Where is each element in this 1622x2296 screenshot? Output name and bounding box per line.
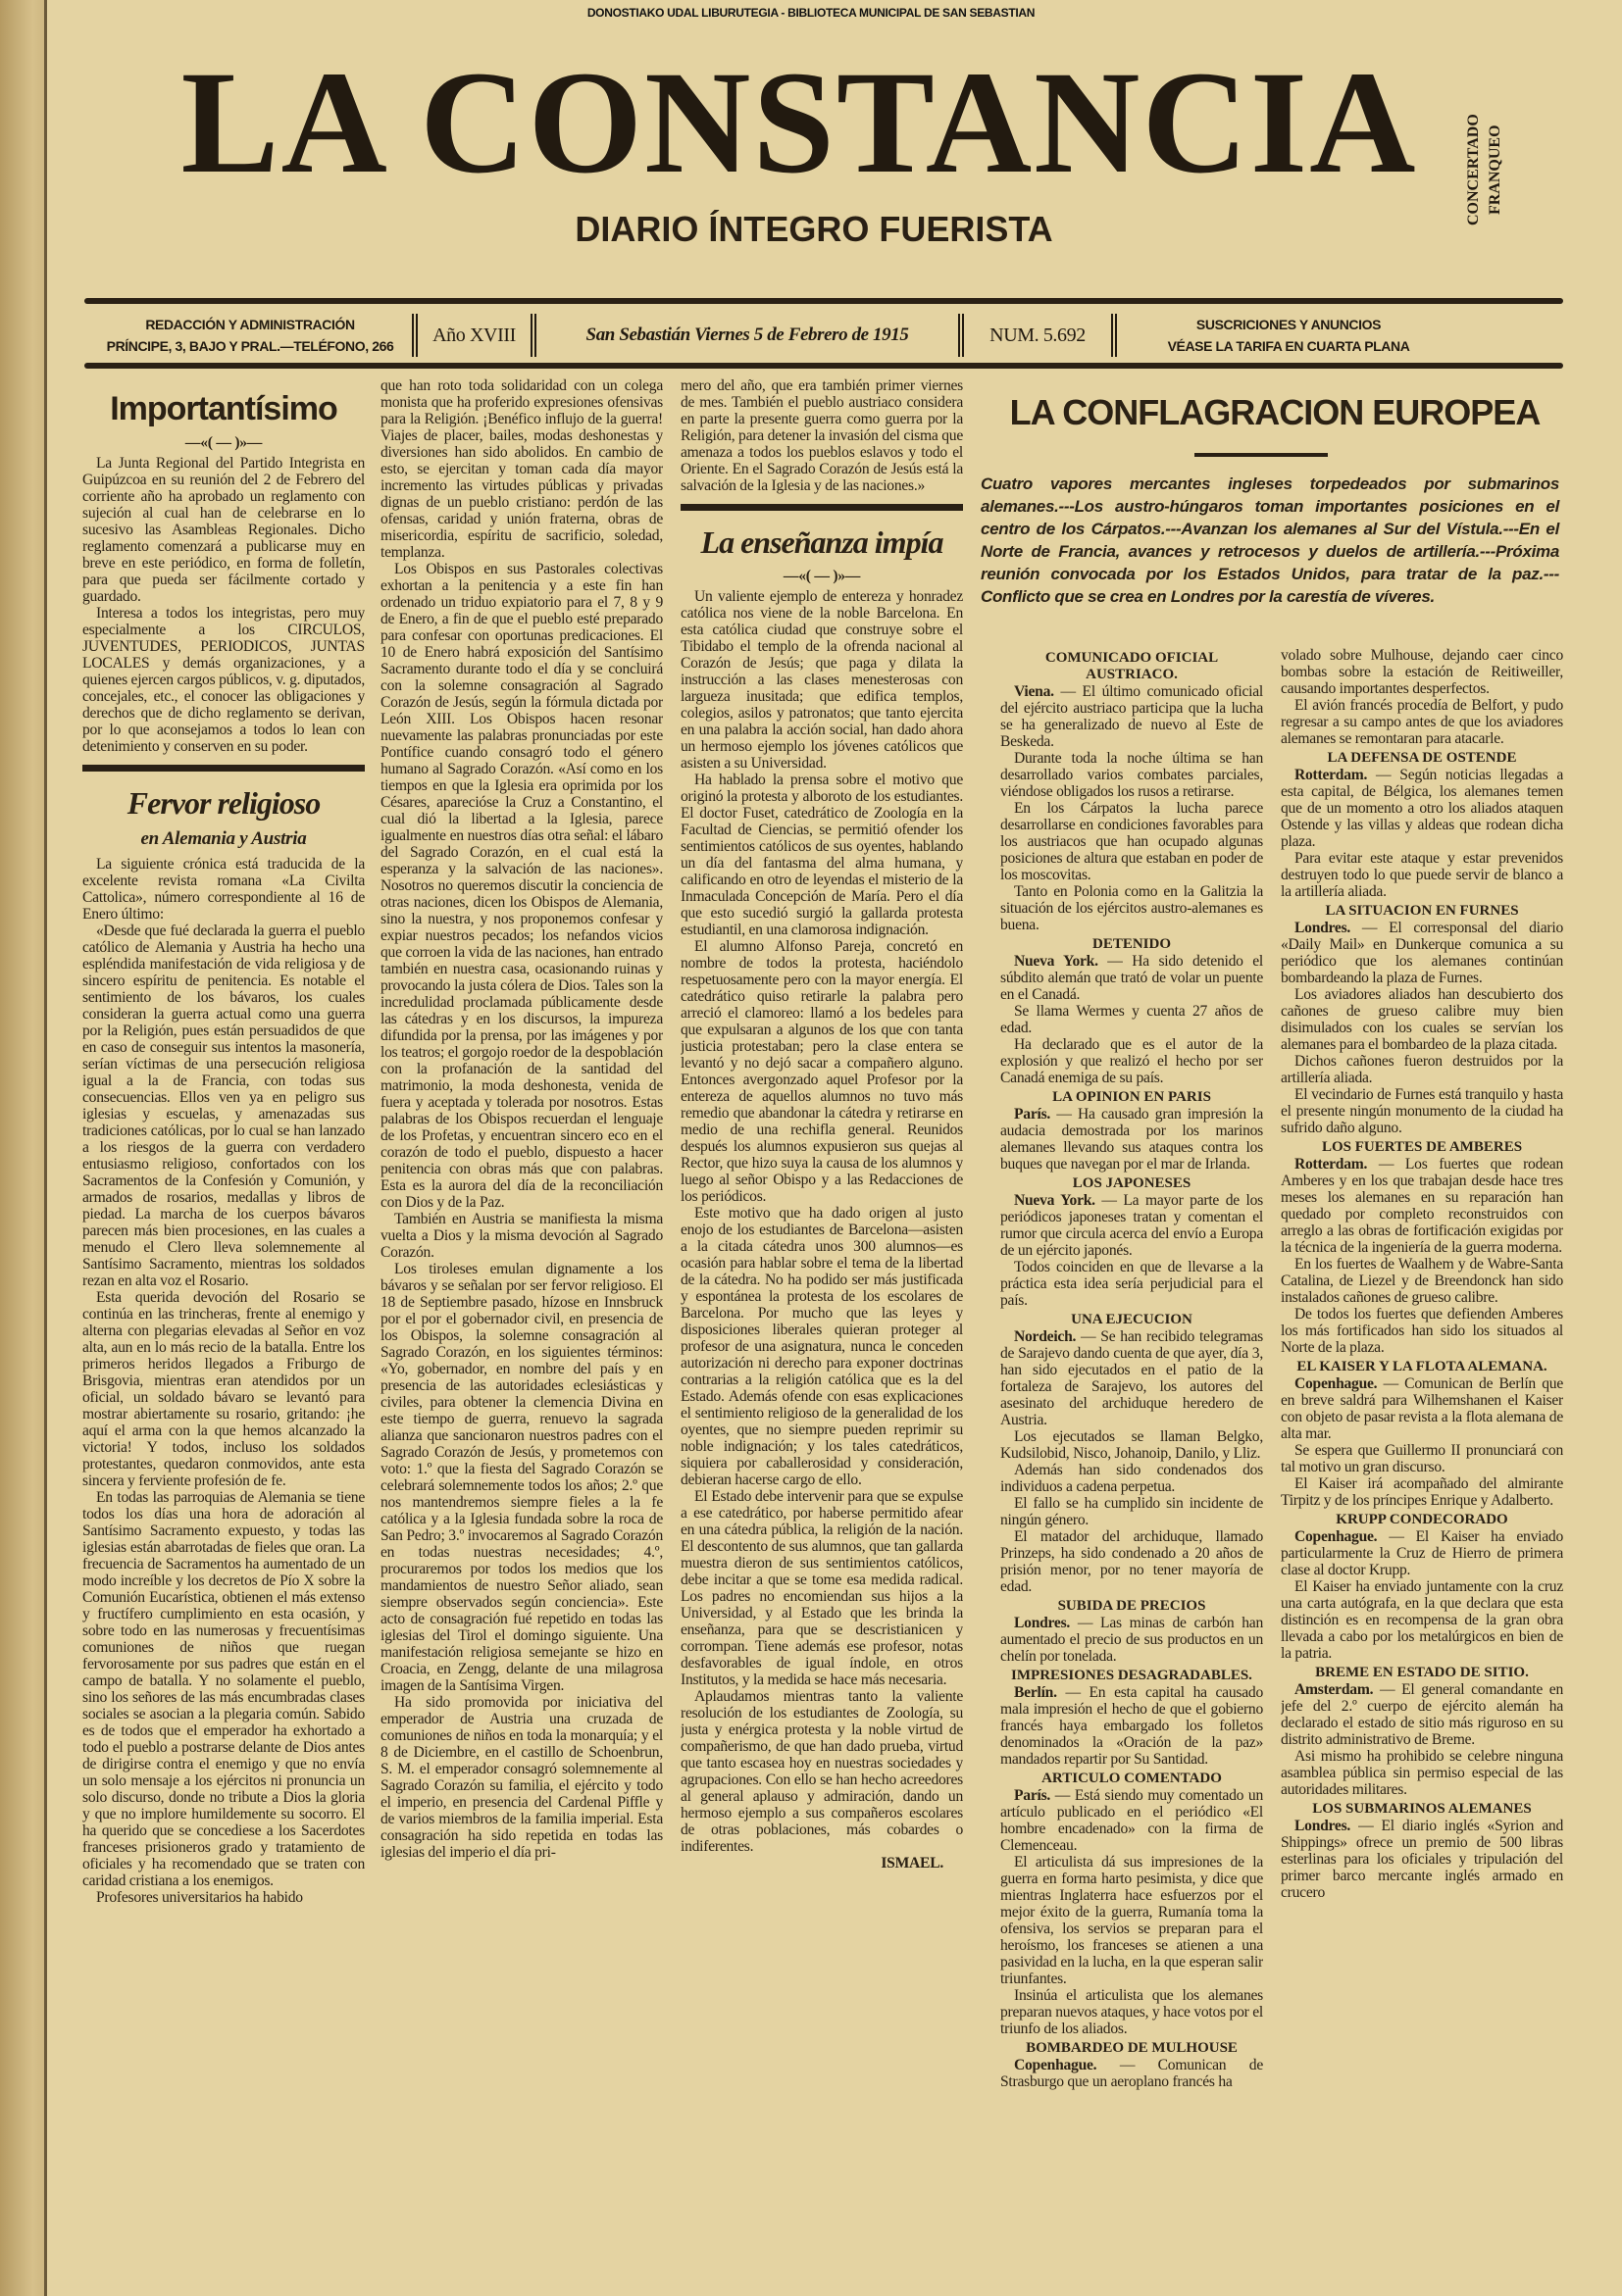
dateline: Copenhague. (1294, 1528, 1378, 1545)
paragraph: También en Austria se manifiesta la misma vuelta a Dios y la misma devoción al Sagrado Corazón. (380, 1211, 663, 1261)
dateline: Copenhague. (1014, 2057, 1097, 2073)
dateline: Londres. (1294, 1818, 1351, 1834)
paragraph (1281, 1375, 1563, 1442)
paragraph (1000, 1615, 1263, 1665)
news-heading: LOS SUBMARINOS ALEMANES (1312, 1801, 1532, 1817)
paragraph-text: — El diario inglés «Syrion and Shippings» ofrece un premio de 500 libras esterlinas para los oficiales y tripulación del primer barco mercante inglés armado en crucero (1281, 1818, 1563, 1901)
paragraph-text: — La mayor parte de los periódicos japoneses tratan y comentan el rumor que circula acerca del envío a Europa de un ejército japonés. (1000, 1192, 1263, 1259)
news-heading: LOS JAPONESES (1072, 1175, 1191, 1191)
archive-banner: DONOSTIAKO UDAL LIBURUTEGIA - BIBLIOTECA MUNICIPAL DE SAN SEBASTIAN (586, 6, 1036, 20)
dateline: Nueva York. (1014, 953, 1098, 970)
paragraph: Durante toda la noche última se han desarrollado varios combates parciales, viéndose obligados los rusos a retirarse. (1000, 750, 1263, 800)
paragraph: Asi mismo ha prohibido se celebre ninguna asamblea pública sin permiso especial de las autoridades militares. (1281, 1748, 1563, 1798)
dateline: Londres. (1014, 1615, 1071, 1631)
paragraph-text: — Los fuertes que rodean Amberes y en los que trabajan desde hace tres meses los alemanes en su reparación han quedado por completo reconstruidos con arreglo a las obras de fortificación exigidas por la técnica de la ingeniería de la guerra moderna. (1281, 1156, 1563, 1256)
paragraph (1000, 683, 1263, 750)
column-5 (1281, 647, 1563, 2289)
paragraph-text: — Comunican de Berlín que en breve saldrá para Wilhemshanen el Kaiser con objeto de pasar revista a la flota alemana de alta mar. (1281, 1375, 1563, 1442)
headline-rule (1194, 453, 1328, 457)
header-rule-bottom (84, 363, 1563, 369)
paragraph: En los Cárpatos la lucha parece desarrollarse en condiciones favorables para los austriacos que han ocupado algunas posiciones de altura que estaban en poder de los moscovitas. (1000, 800, 1263, 883)
divider (958, 314, 964, 357)
paragraph: Ha hablado la prensa sobre el motivo que originó la protesta y alboroto de los estudiantes. El doctor Fuset, catedrático de Zoología en la Facultad de Ciencias, se permitió ofender los sentimientos católicos de sus oyentes, hablando un día del fantasma del alma humana, y calificando en otro de leyendas el misterio de la Inmaculada Concepción de María. Pero el día que esto sucedió surgió la gallarda protesta estudiantil, en una clamorosa indignación. (681, 772, 963, 938)
news-heading: LA OPINION EN PARIS (1052, 1089, 1211, 1105)
paragraph-text: — Ha causado gran impresión la audacia demostrada por los marinos alemanes llevando sus ataques contra los buques que navegan por el mar de Irlanda. (1000, 1106, 1263, 1173)
paragraph: Para evitar este ataque y estar prevenidos destruyen todo lo que puede servir de blanco a la artillería aliada. (1281, 850, 1563, 900)
paragraph: Profesores universitarios ha habido (96, 1889, 303, 1906)
article-title: La enseñanza impía (700, 524, 943, 560)
ornament-separator: —«( — )»— (184, 434, 263, 451)
paragraph: Además han sido condenados dos individuos a cadena perpetua. (1000, 1462, 1263, 1495)
paragraph: El avión francés procedía de Belfort, y pudo regresar a su campo antes de que los aviadores alemanes se remontaran para atacarle. (1281, 697, 1563, 747)
admin-line: REDACCIÓN Y ADMINISTRACIÓN (145, 317, 355, 332)
column-2 (380, 377, 663, 2289)
dateline: Viena. (1014, 683, 1054, 700)
divider (1111, 314, 1117, 357)
paragraph: Todos coinciden en que de llevarse a la práctica esta idea sería perjudicial para el país. (1000, 1259, 1263, 1309)
paragraph-text: — El último comunicado oficial del ejército austriaco participa que la lucha se ha generalizado de nuevo al Este de Beskeda. (1000, 683, 1263, 750)
paragraph-text: — Ha sido detenido el súbdito alemán que trató de volar un puente en el Canadá. (1000, 953, 1263, 1003)
paragraph: «Desde que fué declarada la guerra el pueblo católico de Alemania y Austria ha hecho una espléndida manifestación de vida religiosa y de sincero espíritu de penitencia. Es notable el sentimiento de los bávaros, los cuales consideran la guerra actual como una guerra por la Religión, pues están persuadidos de que en caso de conseguir sus intentos la masonería, serían víctimas de una persecución religiosa igual a la de Francia, con todas sus consecuencias. Ellos ven ya en peligro sus iglesias y escuelas, y amenazadas sus tradiciones católicas, por lo cual se han lanzado a los riesgos de la guerra con verdadero entusiasmo religioso, confortados con los Sacramentos de la Confesión y Comunión, y armados de rosarios, medallas y libros de piedad. La marcha de los cuerpos bávaros parecen más bien procesiones, en las cuales a menudo el Clero lleva solemnemente al Santísimo Sacramento, mientras los soldados rezan en alta voz el Rosario. (82, 923, 365, 1289)
dateline: Rotterdam. (1294, 767, 1368, 783)
article-subtitle: en Alemania y Austria (140, 828, 307, 849)
paragraph-text: — Se han recibido telegramas de Sarajevo dando cuenta de que ayer, día 3, han sido ejecutados en el patio de la fortaleza de Sarajevo, los autores del asesinato del archiduque heredero de Austria. (1000, 1328, 1263, 1428)
subs-line: SUSCRICIONES Y ANUNCIOS (1195, 317, 1382, 332)
address-line: PRÍNCIPE, 3, BAJO Y PRAL.—TELÉFONO, 266 (106, 338, 394, 354)
paragraph-text: — Según noticias llegadas a esta capital, de Bélgica, los alemanes temen que de un momento a otro los aliados ataquen Ostende y las villas y aldeas que rodean dicha plaza. (1281, 767, 1563, 850)
paragraph: Se espera que Guillermo II pronunciará con tal motivo un gran discurso. (1281, 1442, 1563, 1475)
paragraph (1281, 920, 1563, 986)
paragraph (1281, 1156, 1563, 1256)
paragraph: Ha declarado que es el autor de la explosión y que realizó el hecho por ser Canadá enemiga de su país. (1000, 1036, 1263, 1086)
dateline: Nueva York. (1014, 1192, 1095, 1209)
dateline: París. (1014, 1787, 1051, 1804)
paragraph: que han roto toda solidaridad con un colega monista que ha proferido expresiones ofensivas para la Religión. ¡Benéfico influjo de la guerra! Viajes de placer, bailes, modas deshonestas y diversiones han sido abolidos. En cambio de esto, se ejercitan y toman cada día mayor incremento las virtudes públicas y privadas dignas de un pueblo cristiano: perdón de las ofensas, caridad y unión fraterna, obras de misericordia, espíritu de sacrificio, soledad, templanza. (380, 377, 663, 561)
column-4 (1000, 647, 1263, 2289)
header-rule-top (84, 298, 1563, 304)
paragraph-text: — El Kaiser ha enviado particularmente la Cruz de Hierro de primera clase al doctor Krupp. (1281, 1528, 1563, 1578)
rates-line: VÉASE LA TARIFA EN CUARTA PLANA (1167, 338, 1410, 354)
news-heading: BOMBARDEO DE MULHOUSE (1026, 2040, 1238, 2056)
admin-info (98, 314, 402, 357)
news-heading: LA SITUACION EN FURNES (1325, 903, 1519, 919)
issue-number: NUM. 5.692 (989, 324, 1086, 346)
paragraph: El alumno Alfonso Pareja, concretó en nombre de todos la protesta, haciéndolo respetuosamente pero con la mayor energía. El catedrático quiso retirarle la palabra pero arreció el clamoreo: llamó a los bedeles para que expulsaran a algunos de los que con tanta justicia protestaban; pero la clase entera se levantó y no dejó sacar a compañero alguno. Entonces avergonzado aquel Profesor por la entereza de aquellos alumnos no tuvo más remedio que abandonar la cátedra y retirarse en medio de una rechifla general. Reunidos después los alumnos expusieron sus quejas al Rector, que hizo suya la causa de los alumnos y luego al señor Obispo y a las Redacciones de los periódicos. (681, 938, 963, 1205)
paragraph: En todas las parroquias de Alemania se tiene todos los días una hora de adoración al Santísimo Sacramento expuesto, y todas las iglesias están abarrotadas de fieles que oran. La frecuencia de Sacramentos ha aumentado de un modo increíble y los decretos de Pío X sobre la Comunión Eucarística, obtienen el más extenso y fructífero cumplimiento en esta ocasión, y sobre todo en las numerosas y frecuentísimas comuniones de niños que ruegan fervorosamente por sus padres que están en el campo de batalla. Y no solamente el pueblo, sino los señores de las más encumbradas clases sociales se asocian a la plegaria común. Sabido es de todos que el emperador ha exhortado a todo el pueblo a postrarse delante de Dios antes de dirigirse contra el enemigo y que no envía un solo mensaje a los ejércitos ni pronuncia un solo discurso, donde no tribute a Dios la gloria y que no implore humildemente su socorro. El ha querido que se concediese a los Sacerdotes franceses prisioneros grado y tratamiento de oficiales y ha recomendado que se traten con caridad cristiana a los enemigos. (82, 1489, 365, 1889)
paragraph-text: — Comunican de Strasburgo que un aeroplano francés ha (1000, 2057, 1263, 2090)
news-heading: LOS FUERTES DE AMBERES (1321, 1139, 1523, 1155)
year: Año XVIII (432, 324, 516, 346)
column-1 (82, 377, 365, 2289)
dateline: Londres. (1294, 920, 1351, 936)
paragraph-text: — El corresponsal del diario «Daily Mail» en Dunkerque comunica a su periódico que los alemanes continúan bombardeando la plaza de Furnes. (1281, 920, 1563, 986)
paragraph-text: — En esta capital ha causado mala impresión el hecho de que el gobierno francés haya embargado los folletos denominados la «Oración de la paz» mandados repartir por Su Santidad. (1000, 1684, 1263, 1768)
dateline: Copenhague. (1294, 1375, 1378, 1392)
paragraph: El Kaiser ha enviado juntamente con la cruz una carta autógrafa, en la que declara que esta distinción es en recompensa de la gran obra llevada a cabo por los metalúrgicos en bien de la patria. (1281, 1578, 1563, 1662)
news-heading: ARTICULO COMENTADO (1041, 1771, 1222, 1786)
paragraph: Insinúa el articulista que los alemanes preparan nuevos ataques, y hace votos por el triunfo de los aliados. (1000, 1987, 1263, 2037)
column-3 (681, 377, 963, 2289)
article-title: Importantísimo (110, 390, 337, 427)
paragraph: Los Obispos en sus Pastorales colectivas exhortan a la penitencia y a este fin han ordenado un triduo expiatorio para el 7, 8 y 9 de Enero, a fin de que el pueblo esté preparado para confesar con oportunas predicaciones. El 10 de Enero habrá exposición del Santísimo Sacramento durante todo el día y se concluirá con la solemne consagración al Sagrado Corazón de Jesús, según la fórmula dictada por León XIII. Los Obispos hacen resonar nuevamente las palabras pronunciadas por este Pontífice cuando consagró todo el género humano al Sagrado Corazón. «Así como en los tiempos en que la Iglesia era oprimida por los Césares, aparecióse la Cruz a Constantino, el cual dió la libertad a la Iglesia, parece igualmente en nuestros días otra señal: el lábaro del Sagrado Corazón, en el cual está la esperanza y la salvación de las naciones». Nosotros no queremos discutir la conciencia de otras naciones, dicen los Obispos de Alemania, sino la nuestra, y nos proponemos confesar y expiar nuestros pecados; los nefandos vicios que corroen la vida de las naciones, han entrado también en nuestra casa, ocasionando ruinas y provocando la justa cólera de Dios. Tales son la incredulidad proclamada públicamente desde las cátedras y en los discursos, la impureza difundida por la prensa, por las imágenes y por los teatros; el gorgojo roedor de la despoblación con la profanación de la santidad del matrimonio, la moda deshonesta, venida de fuera y aceptada y tolerada por nosotros. Estas palabras de los Obispos recuerdan el lenguaje de los Profetas, y encuentran sincero eco en el corazón de todo el pueblo, dispuesto a hacer penitencia con obras más que con palabras. Esta es la aurora del día de la reconciliación con Dios y de la Paz. (380, 561, 663, 1211)
paragraph (1000, 1684, 1263, 1768)
paragraph: Esta querida devoción del Rosario se continúa en las trincheras, frente al enemigo y alterna con plegarias elevadas al Señor en voz alta, aun en lo más recio de la batalla. Entre los primeros heridos llegados a Friburgo de Brisgovia, mientras eran atendidos por un oficial, un soldado bávaro se levantó para mostrar abiertamente su rosario, gritando: ¡he aquí el arma con la que hemos alcanzado la victoria! Y todos, incluso los soldados protestantes, quedaron conmovidos, ante esta sincera y ferviente profesión de fe. (82, 1289, 365, 1489)
info-bar (98, 312, 1549, 359)
paragraph: Tanto en Polonia como en la Galitzia la situación de los ejércitos austro-alemanes es buena. (1000, 883, 1263, 933)
paragraph (1000, 1787, 1263, 1854)
paragraph: Los aviadores aliados han descubierto dos cañones de grueso calibre muy bien disimulados con los cuales se servían los alemanes para el bombardeo de la plaza citada. (1281, 986, 1563, 1053)
paragraph: El matador del archiduque, llamado Prinzeps, ha sido condenado a 20 años de prisión menor, por no tener mayoría de edad. (1000, 1528, 1263, 1595)
section-rule (681, 504, 963, 511)
paragraph: Este motivo que ha dado origen al justo enojo de los estudiantes de Barcelona—asisten a la citada cátedra unos 300 alumnos—es ocasión para hablar sobre el tema de la libertad de la cátedra. No ha podido ser más justificada y espontánea la protesta de los escolares de Barcelona. Por mucho que las leyes y disposiciones liberales quieran proteger al profesor de una asignatura, nunca le conceden autorización ni derecho para exponer doctrinas contrarias a la religión católica que es la del Estado. Además ofende con esas explicaciones el sentimiento religioso de la generalidad de los oyentes, que no siempre pueden reprimir su noble indignación; y los tales catedráticos, siquiera por caballerosidad y consideración, debieran hacerse cargo de ello. (681, 1205, 963, 1488)
issue-date: San Sebastián Viernes 5 de Febrero de 1915 (585, 324, 909, 345)
paragraph (1281, 1528, 1563, 1578)
paragraph (1000, 1106, 1263, 1173)
war-deck: Cuatro vapores mercantes ingleses torpedeados por submarinos alemanes.---Los austro-húngaros toman importantes posiciones en el centro de los Cárpatos.---Avanzan los alemanes al Sur del Vístula.---En el Norte de Francia, avances y retrocesos y duelos de artillería.---Próxima reunión convocada por los Estados Unidos, para tratar de la paz.---Conflicto que se crea en Londres por la carestía de víveres. (981, 474, 1559, 606)
paragraph (1281, 1818, 1563, 1901)
war-headline: LA CONFLAGRACION EUROPEA (1009, 392, 1541, 432)
paragraph: Los ejecutados se llaman Belgko, Kudsilobid, Nisco, Johanoip, Danilo, y Lliz. (1000, 1428, 1263, 1462)
paragraph: Los tiroleses emulan dignamente a los bávaros y se señalan por ser fervor religioso. El 18 de Septiembre pasado, hízose en Innsbruck por el por el gobernador civil, en presencia de los Obispos, la solemne consagración al Sagrado Corazón, en los siguientes términos: «Yo, gobernador, en nombre del país y en presencia de las autoridades eclesiásticas y civiles, para obtener la clemencia Divina en este tiempo de guerra, renuevo la sagrada alianza que sancionaron nuestros padres con el Sagrado Corazón de Jesús, y prometemos con voto: 1.º que la fiesta del Sagrado Corazón se celebrará solemnemente todos los años; 2.º que nos mantendremos siempre fieles a la fe católica y a la Iglesia fundada sobre la roca de San Pedro; 3.º invocaremos al Sagrado Corazón en todas nuestras necesidades; 4.º, procuraremos por todos los medios que los mandamientos de nuestro Señor aliado, sean siempre observados según conciencia». Este acto de consagración fué repetido en todas las iglesias del Tirol el domingo siguiente. Una manifestación religiosa semejante se hizo en Croacia, en Zengg, delante de una milagrosa imagen de la Santísima Virgen. (380, 1261, 663, 1694)
news-heading: UNA EJECUCION (1071, 1312, 1192, 1327)
paragraph: Un valiente ejemplo de entereza y honradez católica nos viene de la noble Barcelona. En esta católica ciudad que construye sobre el Tibidabo el templo de la ofrenda nacional al Corazón de Jesús; que paga y dilata la instrucción a las clases menesterosas con largueza inusitada; que edifica templos, colegios, asilos y patronatos; que tanto ejercita en una palabra la acción social, han dado ahora un hermoso ejemplo los jóvenes católicos que asisten a su Universidad. (681, 588, 963, 772)
paragraph (1281, 767, 1563, 850)
paragraph-text: — Las minas de carbón han aumentado el precio de sus productos en un chelín por tonelada. (1000, 1615, 1263, 1665)
paragraph: De todos los fuertes que defienden Amberes los más fortificados han sido los situados al Norte de la plaza. (1281, 1306, 1563, 1356)
paragraph: El Estado debe intervenir para que se expulse a ese catedrático, por haberse permitido afear en una cátedra pública, la religión de la nación. El descontento de sus alumnos, que tan gallarda muestra dieron de sus sentimientos católicos, debe incitar a que se tome esa medida radical. Los padres no encomiendan sus hijos a la Universidad, y al Estado que les brinda la enseñanza, para que se descristianicen y corrompan. Tiene además ese profesor, notas desfavorables de igual índole, en otros Institutos, y la medida se hace más necesaria. (681, 1488, 963, 1688)
paragraph: La Junta Regional del Partido Integrista en Guipúzcoa en su reunión del 2 de Febrero del corriente año ha aprobado un reglamento con sujeción al cual han de celebrarse en lo sucesivo las Asambleas Regionales. Dicho reglamento comenzará a publicarse muy en breve en este periódico, en forma de folletín, para que pueda ser fácilmente cortado y guardado. (82, 455, 365, 605)
paragraph: El vecindario de Furnes está tranquilo y hasta el presente ningún monumento de la ciudad ha sufrido daño alguno. (1281, 1086, 1563, 1136)
ornament-separator: —«( — )»— (783, 568, 861, 584)
divider (412, 314, 418, 357)
paragraph (1000, 1328, 1263, 1428)
author-signature: ISMAEL. (881, 1855, 943, 1872)
page-binding-edge (0, 0, 47, 2296)
paragraph: En los fuertes de Waalhem y de Wabre-Santa Catalina, de Liezel y de Breendonck han sido instalados cañones de grueso calibre. (1281, 1256, 1563, 1306)
paragraph-text: — El general comandante en jefe del 2.º cuerpo de ejército alemán ha declarado el estado de sitio más riguroso en su distrito administrativo de Breme. (1281, 1681, 1563, 1748)
news-heading: KRUPP CONDECORADO (1336, 1512, 1508, 1527)
article-title: Fervor religioso (127, 785, 321, 821)
masthead-subtitle: DIARIO ÍNTEGRO FUERISTA (575, 209, 1053, 249)
paragraph (1000, 2057, 1263, 2090)
paragraph (1000, 1192, 1263, 1259)
news-heading: COMUNICADO OFICIAL AUSTRIACO. (1044, 650, 1219, 682)
divider (531, 314, 536, 357)
postal-stamp: CONCERTADO FRANQUEO (1465, 114, 1503, 225)
paragraph: volado sobre Mulhouse, dejando caer cinco bombas sobre la estación de Reitiweiller, causando importantes desperfectos. (1281, 647, 1563, 697)
masthead-title: LA CONSTANCIA (180, 41, 1418, 204)
paragraph: Dichos cañones fueron destruidos por la artillería aliada. (1281, 1053, 1563, 1086)
paragraph: El fallo se ha cumplido sin incidente de ningún género. (1000, 1495, 1263, 1528)
dateline: París. (1014, 1106, 1051, 1123)
paragraph: Aplaudamos mientras tanto la valiente resolución de los estudiantes de Zoología, su justa y enérgica protesta y la noble virtud de compañerismo, de que han dado prueba, virtud que tanto escasea hoy en nuestras sociedades y agrupaciones. Con ello se han hecho acreedores al general aplauso y admiración, dando un hermoso ejemplo a sus compañeros escolares de otras poblaciones, más cobardes o indiferentes. (681, 1688, 963, 1855)
paragraph: Interesa a todos los integristas, pero muy especialmente a los CIRCULOS, JUVENTUDES, PERIODICOS, JUNTAS LOCALES y demás organizaciones, y a quienes ejercen cargos públicos, v. g. diputados, concejales, etc., el conocer las obligaciones y derechos que de dicho reglamento se derivan, por lo que aconsejamos a todos lo lean con detenimiento y conserven en su poder. (82, 605, 365, 755)
paragraph: Ha sido promovida por iniciativa del emperador de Austria una cruzada de comuniones de niños en toda la monarquía; y el 8 de Diciembre, en el castillo de Schoenbrun, S. M. el emperador consagró solemnemente al Sagrado Corazón su familia, el ejército y todo el imperio, en presencia del Cardenal Piffle y de varios miembros de la familia imperial. Esta consagración ha sido repetida en todas las iglesias del imperio el día pri- (380, 1694, 663, 1861)
paragraph: La siguiente crónica está traducida de la excelente revista romana «La Civilta Cattolica», número correspondiente al 16 de Enero último: (82, 856, 365, 923)
paragraph: El articulista dá sus impresiones de la guerra en forma harto pesimista, y dice que mientras Inglaterra hace esfuerzos por el mejor éxito de la guerra, Rumanía toma la ofensiva, los servios se preparan para el heroísmo, los franceses se atienen a una pasividad en la lucha, en la que esperan salir triunfantes. (1000, 1854, 1263, 1987)
section-rule (82, 765, 365, 772)
dateline: Nordeich. (1014, 1328, 1077, 1345)
news-heading: IMPRESIONES DESAGRADABLES. (1011, 1668, 1252, 1683)
paragraph: El Kaiser irá acompañado del almirante Tirpitz y de los príncipes Enrique y Adalberto. (1281, 1475, 1563, 1509)
paragraph (1281, 1681, 1563, 1748)
paragraph-text: — Está siendo muy comentado un artículo publicado en el periódico «El hombre encadenado» con la firma de Clemenceau. (1000, 1787, 1263, 1854)
subscription-info (1127, 314, 1450, 357)
dateline: Rotterdam. (1294, 1156, 1368, 1173)
news-heading: DETENIDO (1091, 936, 1172, 952)
dateline: Berlín. (1014, 1684, 1057, 1701)
news-heading: LA DEFENSA DE OSTENDE (1327, 750, 1517, 766)
news-heading: SUBIDA DE PRECIOS (1057, 1598, 1206, 1614)
paragraph (1000, 953, 1263, 1003)
paragraph: mero del año, que era también primer viernes de mes. También el pueblo austriaco considera en parte la presente guerra como guerra por la Religión, para detener la invasión del cisma que amenaza a todos los pueblos eslavos y todo el Oriente. En el Sagrado Corazón de Jesús está la salvación de la Iglesia y de las naciones.» (681, 377, 963, 494)
news-heading: BREME EN ESTADO DE SITIO. (1315, 1665, 1529, 1680)
paragraph: Se llama Wermes y cuenta 27 años de edad. (1000, 1003, 1263, 1036)
dateline: Amsterdam. (1294, 1681, 1374, 1698)
news-heading: EL KAISER Y LA FLOTA ALEMANA. (1296, 1359, 1547, 1374)
